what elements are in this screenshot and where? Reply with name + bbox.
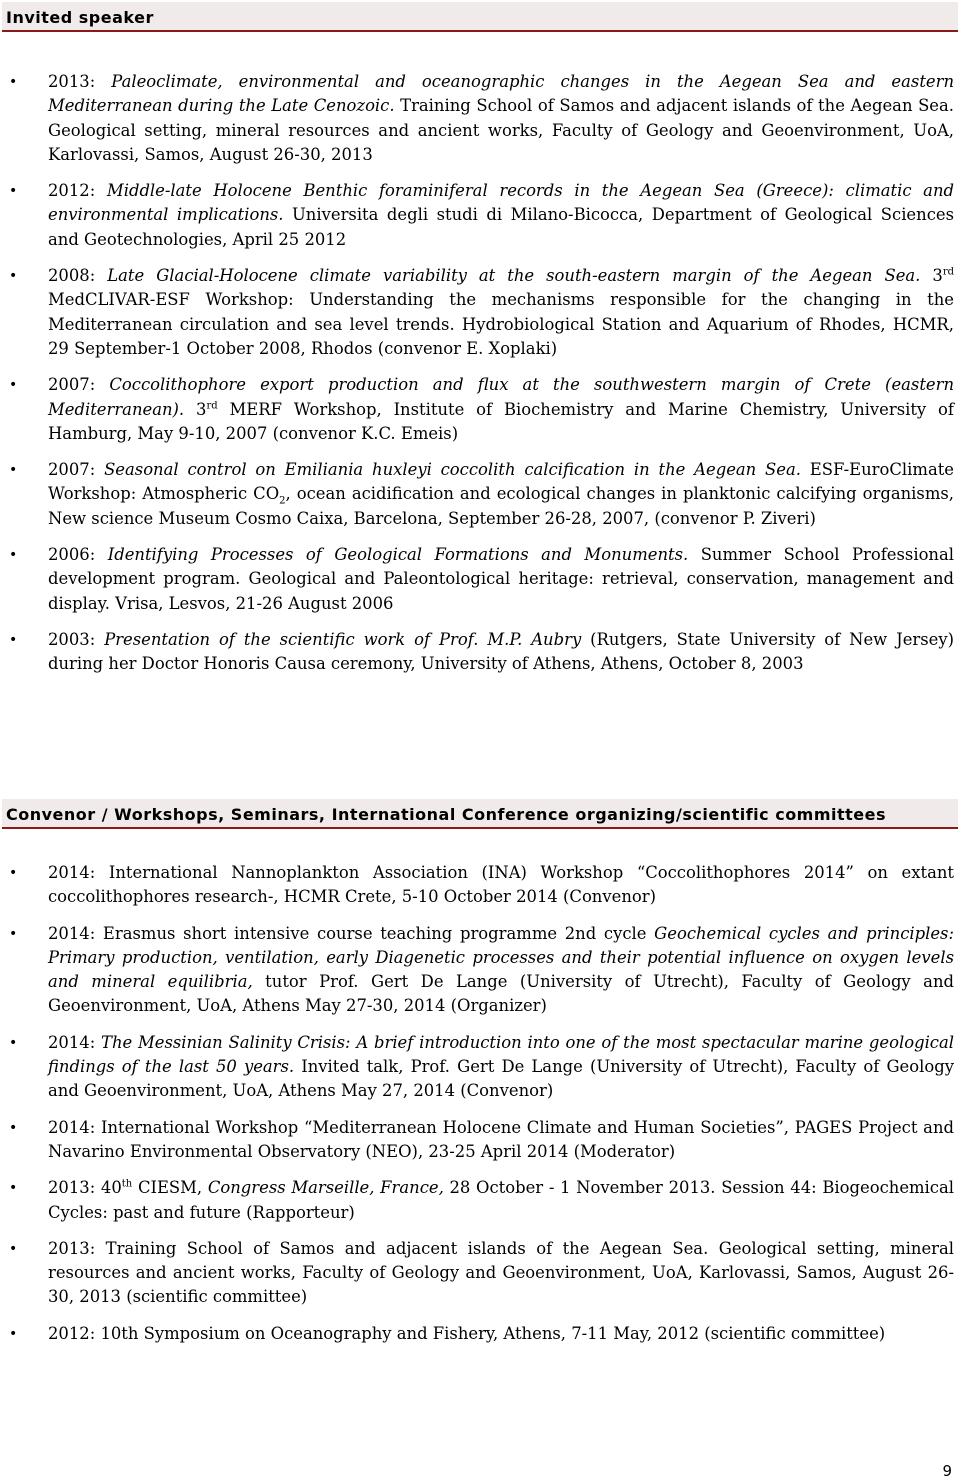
entry-title: Late Glacial-Holocene climate variability at the south-eastern margin of the Aegean Sea. [107,266,921,286]
list-item [0,458,960,531]
entry-details: (Rutgers, State University of New Jersey) during her Doctor Honoris Causa ceremony, University of Athens, Athens, October 8, 2003 [48,629,954,674]
entry-year: 2008: [48,266,96,286]
entry-details: ESF-EuroClimate Workshop: Atmospheric CO [48,460,954,504]
section-header-convenor [2,799,958,829]
entry-title: Coccolithophore export production and flux at the southwestern margin of Crete (eastern Mediterranean). [48,375,955,419]
ordinal-suffix: rd [206,400,218,412]
list-item [0,1237,960,1310]
entry-title: Congress Marseille, France, [207,1178,444,1198]
list-item [0,543,960,616]
entry-title: Seasonal control on Emiliania huxleyi coccolith calcification in the Aegean Sea. [104,460,801,480]
entry-year: 2007: [48,375,96,395]
entry-year: 2003: [48,629,96,649]
entry-details: tutor Prof. Gert De Lange (University of Utrecht), Faculty of Geology and Geoenvironment, UoA, Athens May 27-30, 2014 (Organizer) [48,972,954,1016]
entry-text: 2014: International Nannoplankton Association (INA) Workshop “Coccolithophores 2014” on extant coccolithophores research-, HCMR Crete, 5-10 October 2014 (Convenor) [48,863,954,907]
list-item [0,1116,960,1165]
list-item [0,1031,960,1104]
section-title: Convenor / Workshops, Seminars, International Conference organizing/scientific committees [6,805,887,824]
list-item [0,628,960,677]
page-number: 9 [942,1462,952,1480]
list-item [0,264,960,361]
entry-year: 2006: [48,545,96,565]
entry-lead: CIESM, [132,1178,208,1198]
entry-year: 2007: [48,460,96,480]
entry-text: 2014: International Workshop “Mediterranean Holocene Climate and Human Societies”, PAGES Project and Navarino Environmental Observatory (NEO), 23-25 April 2014 (Moderator) [48,1117,954,1161]
chemical-subscript: 2 [279,495,286,507]
invited-speaker-list [0,70,960,689]
ordinal-suffix: rd [942,266,955,278]
entry-title: Middle-late Holocene Benthic foraminiferal records in the Aegean Sea (Greece): climatic and environmental implications. [48,181,954,225]
entry-title: Identifying Processes of Geological Formations and Monuments. [107,545,689,565]
list-item [0,922,960,1019]
entry-details: 3 [184,399,207,419]
entry-year: 2013: [48,72,96,91]
entry-title: Presentation of the scientific work of Prof. M.P. Aubry [104,629,582,649]
section-header-invited-speaker [2,2,958,32]
convenor-list [0,861,960,1358]
list-item [0,179,960,252]
entry-title: The Messinian Salinity Crisis: A brief introduction into one of the most spectacular marine geological findings of the last 50 years. [48,1032,954,1077]
entry-text: 2013: Training School of Samos and adjacent islands of the Aegean Sea. Geological setting, mineral resources and ancient works, Faculty of Geology and Geoenvironment, UoA, Karlovassi, Samos, August 26-30, 2013 (scientific committee) [48,1238,954,1307]
entry-details: , ocean acidification and ecological changes in planktonic calcifying organisms, New science Museum Cosmo Caixa, Barcelona, September 26-28, 2007, (convenor P. Ziveri) [48,484,954,528]
entry-details: MedCLIVAR-ESF Workshop: Understanding the mechanisms responsible for the changing in the Mediterranean circulation and sea level trends. Hydrobiological Station and Aquarium of Rhodes, HCMR, 29 September-1 October 2008, Rhodos (convenor E. Xoplaki) [48,290,954,358]
entry-title: Paleoclimate, environmental and oceanographic changes in the Aegean Sea and eastern Mediterranean during the Late Cenozoic. [48,72,954,116]
entry-details: Invited talk, Prof. Gert De Lange (University of Utrecht), Faculty of Geology and Geoenvironment, UoA, Athens May 27, 2014 (Convenor) [48,1057,954,1101]
entry-year: 2012: [48,181,96,201]
entry-details: 28 October - 1 November 2013. Session 44: Biogeochemical Cycles: past and future (Rapporteur) [48,1178,954,1222]
entry-lead: 2013: 40 [48,1178,122,1198]
list-item [0,1176,960,1225]
entry-title: Geochemical cycles and principles: Primary production, ventilation, early Diagenetic processes and their potential influence on oxygen levels and mineral equilibria, [48,923,954,992]
entry-details: Universita degli studi di Milano-Bicocca, Department of Geological Sciences and Geotechnologies, April 25 2012 [48,205,954,249]
entry-details: MERF Workshop, Institute of Biochemistry and Marine Chemistry, University of Hamburg, May 9-10, 2007 (convenor K.C. Emeis) [48,399,954,443]
entry-details: Training School of Samos and adjacent islands of the Aegean Sea. Geological setting, mineral resources and ancient works, Faculty of Geology and Geoenvironment, UoA, Karlovassi, Samos, August 26-30, 2013 [48,96,954,164]
entry-details: Summer School Professional development program. Geological and Paleontological heritage: retrieval, conservation, management and display. Vrisa, Lesvos, 21-26 August 2006 [48,545,955,613]
entry-lead: 2014: Erasmus short intensive course teaching programme 2nd cycle [48,923,655,943]
list-item [0,861,960,910]
list-item [0,373,960,446]
entry-text: 2012: 10th Symposium on Oceanography and Fishery, Athens, 7-11 May, 2012 (scientific committee) [48,1323,886,1343]
list-item [0,1322,960,1346]
section-title: Invited speaker [6,8,154,27]
entry-lead: 2014: [48,1032,102,1052]
ordinal-suffix: th [121,1178,133,1190]
entry-details: 3 [920,266,943,286]
list-item [0,70,960,167]
